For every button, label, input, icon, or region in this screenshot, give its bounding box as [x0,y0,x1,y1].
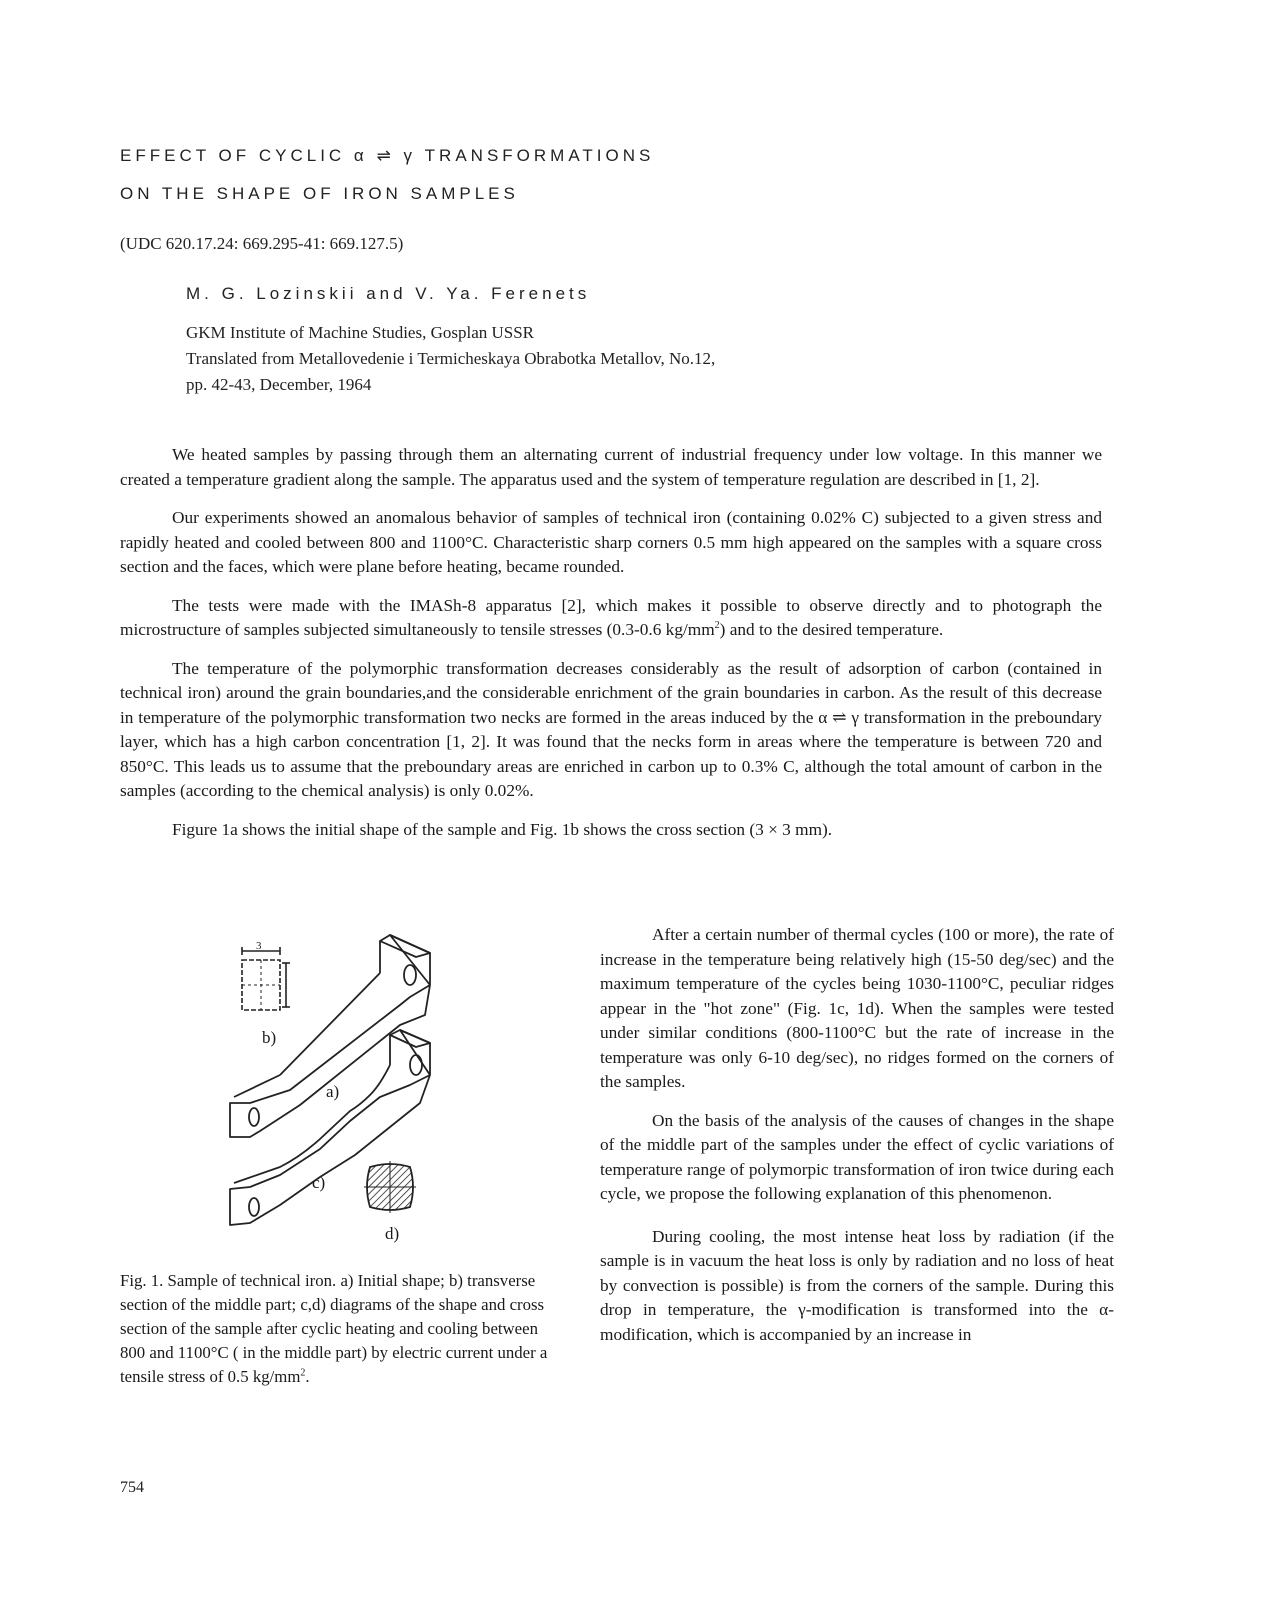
paragraph-2: Our experiments showed an anomalous behavior of samples of technical iron (containing 0.02% C) subjected to a given stress and rapidly heated and cooled between 800 and 1100°C. Characteristic sharp corners 0.5 mm high appeared on the samples with a square cross section and the faces, which were plane before heating, became rounded. [120,508,1102,576]
paper-title-line-1: EFFECT OF CYCLIC α ⇌ γ TRANSFORMATIONS [120,146,655,165]
sample-a-initial [230,935,430,1137]
affiliation-block [186,320,715,398]
body-full-width [120,443,1102,842]
dimension-label: 3 [256,940,262,952]
figure-label-b: b) [262,1028,277,1047]
caption-text: Fig. 1. Sample of technical iron. a) Initial shape; b) transverse section of the middle part; c,d) diagrams of the shape and cross section of the sample after cyclic heating and cooling between 800 and 1100°C ( in the middle part) by electric current under a tensile stress of 0.5 kg/mm [120,1271,548,1386]
paragraph-3-superscript: 2 [714,620,720,632]
affiliation-line-2: Translated from Metallovedenie i Termicheskaya Obrabotka Metallov, No.12, [186,349,716,368]
right-paragraph-3: During cooling, the most intense heat loss by radiation (if the sample is in vacuum the heat loss is only by radiation and no loss of heat by convection is possible) is from the corners of the sample. During this drop in temperature, the γ-modification is transformed into the α-modification, which is accompanied by an increase in [600,1226,1114,1344]
figure-label-d: d) [385,1224,400,1243]
figure-1-caption [120,1269,548,1389]
paragraph-5: Figure 1a shows the initial shape of the sample and Fig. 1b shows the cross section (3 × 3 mm). [172,819,833,839]
right-column [600,923,1114,1347]
paragraph-3 [120,594,1102,643]
authors: M. G. Lozinskii and V. Ya. Ferenets [186,284,591,303]
figure-label-c: c) [312,1173,326,1192]
cross-section-d [364,1161,416,1213]
figure-label-a: a) [326,1082,340,1101]
paragraph-4: The temperature of the polymorphic transformation decreases considerably as the result of adsorption of carbon (contained in technical iron) around the grain boundaries,and the considerable enrichment of the grain boundaries in carbon. As the result of this decrease in temperature of the polymorphic transformation two necks are formed in the areas induced by the α ⇌ γ transformation in the preboundary layer, which has a high carbon concentration [1, 2]. It was found that the necks form in areas where the temperature is between 720 and 850°C. This leads us to assume that the preboundary areas are enriched in carbon up to 0.3% C, although the total amount of carbon in the samples (according to the chemical analysis) is only 0.02%. [120,658,1102,800]
paragraph-3-text-a: The tests were made with the IMASh-8 apparatus [2], which makes it possible to observe directly and to photograph the microstructure of samples subjected simultaneously to tensile stresses (0.3-0.6 kg/mm [120,595,1102,639]
affiliation-line-1: GKM Institute of Machine Studies, Gosplan USSR [186,323,535,342]
caption-superscript: 2 [300,1367,306,1379]
paper-title-line-2: ON THE SHAPE OF IRON SAMPLES [120,184,519,203]
paragraph-3-text-b: ) and to the desired temperature. [719,620,944,639]
paragraph-1: We heated samples by passing through them an alternating current of industrial frequency under low voltage. In this manner we created a temperature gradient along the sample. The apparatus used and the system of temperature regulation are described in [1, 2]. [120,445,1102,489]
cross-section-b [242,947,290,1010]
caption-end: . [305,1367,310,1386]
udc-code: (UDC 620.17.24: 669.295-41: 669.127.5) [120,234,404,253]
page-number: 754 [120,1479,144,1496]
right-paragraph-2: On the basis of the analysis of the causes of changes in the shape of the middle part of the samples under the effect of cyclic variations of temperature range of polymorpic transformation of iron twice during each cycle, we propose the following explanation of this phenomenon. [600,1110,1114,1203]
right-paragraph-1: After a certain number of thermal cycles (100 or more), the rate of increase in the temperature being relatively high (15-50 deg/sec) and the maximum temperature of the cycles being 1030-1100°C, peculiar ridges appear in the "hot zone" (Fig. 1c, 1d). When the samples were tested under similar conditions (800-1100°C but the rate of increase in the temperature was only 6-10 deg/sec), no ridges formed on the corners of the samples. [600,925,1114,1091]
affiliation-line-3: pp. 42-43, December, 1964 [186,375,372,394]
